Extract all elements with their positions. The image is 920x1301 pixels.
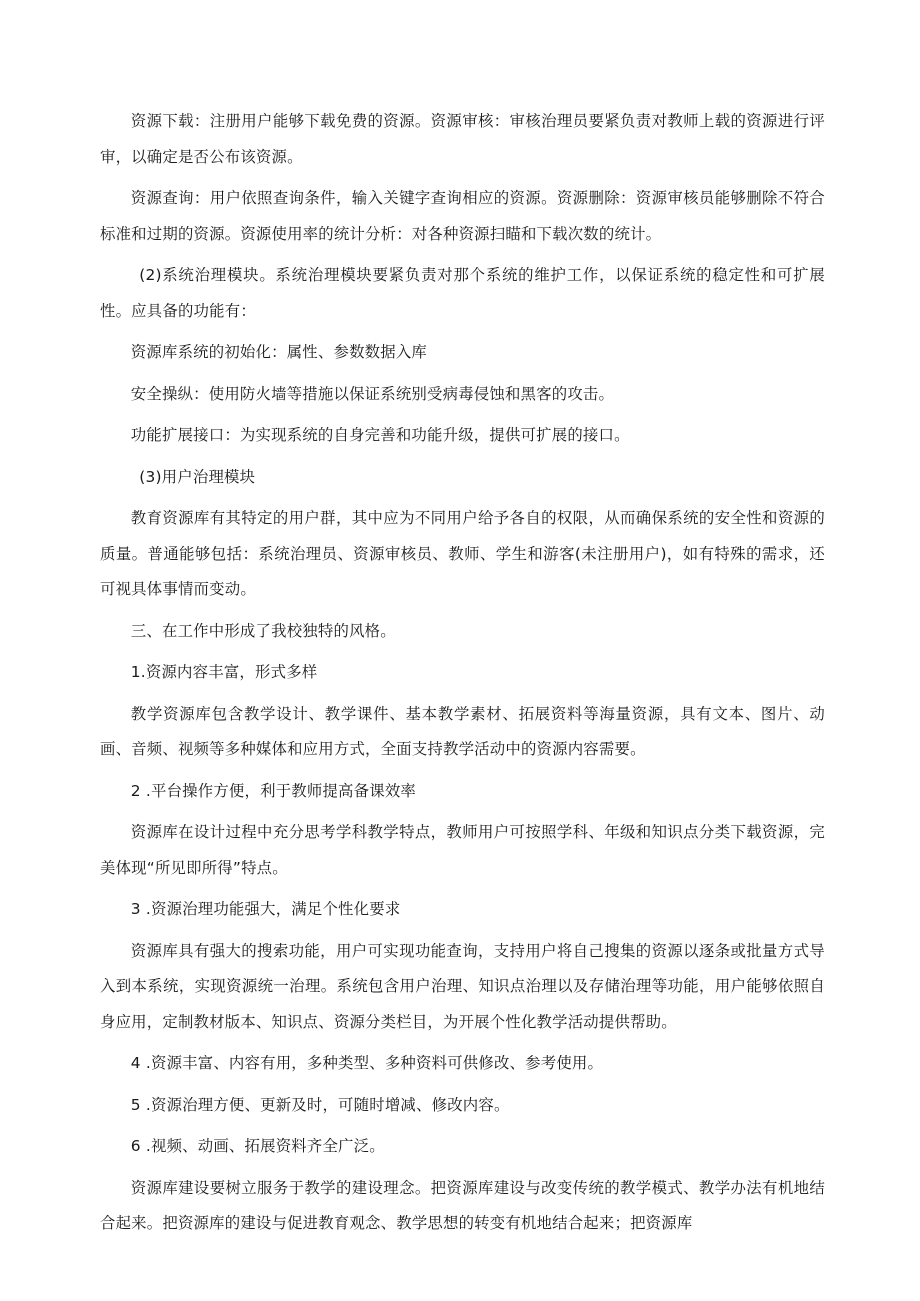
paragraph-security: 安全操纵：使用防火墙等措施以保证系统别受病毒侵蚀和黑客的攻击。 xyxy=(130,384,615,403)
heading-item-1: 1.资源内容丰富，形式多样 xyxy=(130,663,318,681)
document-page xyxy=(100,104,825,1248)
heading-item-3: 3 .资源治理功能强大，满足个性化要求 xyxy=(130,900,401,918)
heading-item-2: 2 .平台操作方便，利于教师提高备课效率 xyxy=(130,781,417,800)
paragraph-init: 资源库系统的初始化：属性、参数数据入库 xyxy=(130,343,428,361)
paragraph-item-2: 资源库在设计过程中充分思考学科教学特点，教师用户可按照学科、年级和知识点分类下载资源，完美体现“所见即所得”特点。 xyxy=(100,823,825,877)
heading-user-management: (3)用户治理模块 xyxy=(139,467,256,486)
heading-section-three: 三、在工作中形成了我校独特的风格。 xyxy=(130,621,396,640)
paragraph-system-management: (2)系统治理模块。系统治理模块要紧负责对那个系统的维护工作，以保证系统的稳定性和可扩展性。应具备的功能有： xyxy=(100,266,825,320)
paragraph-concept: 资源库建设要树立服务于教学的建设理念。把资源库建设与改变传统的教学模式、教学办法有机地结合起来。把资源库的建设与促进教育观念、教学思想的转变有机地结合起来；把资源库 xyxy=(100,1178,825,1232)
list-item-4: 4 .资源丰富、内容有用，多种类型、多种资料可供修改、参考使用。 xyxy=(130,1054,604,1072)
paragraph-item-3: 资源库具有强大的搜索功能，用户可实现功能查询，支持用户将自己搜集的资源以逐条或批量方式导入到本系统，实现资源统一治理。系统包含用户治理、知识点治理以及存储治理等功能，用户能够依照自身应用，定制教材版本、知识点、资源分类栏目，为开展个性化教学活动提供帮助。 xyxy=(100,941,825,1031)
list-item-5: 5 .资源治理方便、更新及时，可随时增减、修改内容。 xyxy=(130,1095,510,1114)
list-item-6: 6 .视频、动画、拓展资料齐全广泛。 xyxy=(130,1137,385,1155)
paragraph-resource-query: 资源查询：用户依照查询条件，输入关键字查询相应的资源。资源删除：资源审核员能够删除不符合标准和过期的资源。资源使用率的统计分析：对各种资源扫瞄和下载次数的统计。 xyxy=(100,189,825,243)
paragraph-resource-download: 资源下载：注册用户能够下载免费的资源。资源审核：审核治理员要紧负责对教师上载的资源进行评审，以确定是否公布该资源。 xyxy=(100,112,825,166)
paragraph-item-1: 教学资源库包含教学设计、教学课件、基本教学素材、拓展资料等海量资源，具有文本、图片、动画、音频、视频等多种媒体和应用方式，全面支持教学活动中的资源内容需要。 xyxy=(100,704,825,758)
paragraph-extension: 功能扩展接口：为实现系统的自身完善和功能升级，提供可扩展的接口。 xyxy=(130,426,630,444)
paragraph-user-groups: 教育资源库有其特定的用户群，其中应为不同用户给予各自的权限，从而确保系统的安全性和资源的质量。普通能够包括：系统治理员、资源审核员、教师、学生和游客(未注册用户)，如有特殊的需求，还可视具体事情而变动。 xyxy=(100,509,825,598)
